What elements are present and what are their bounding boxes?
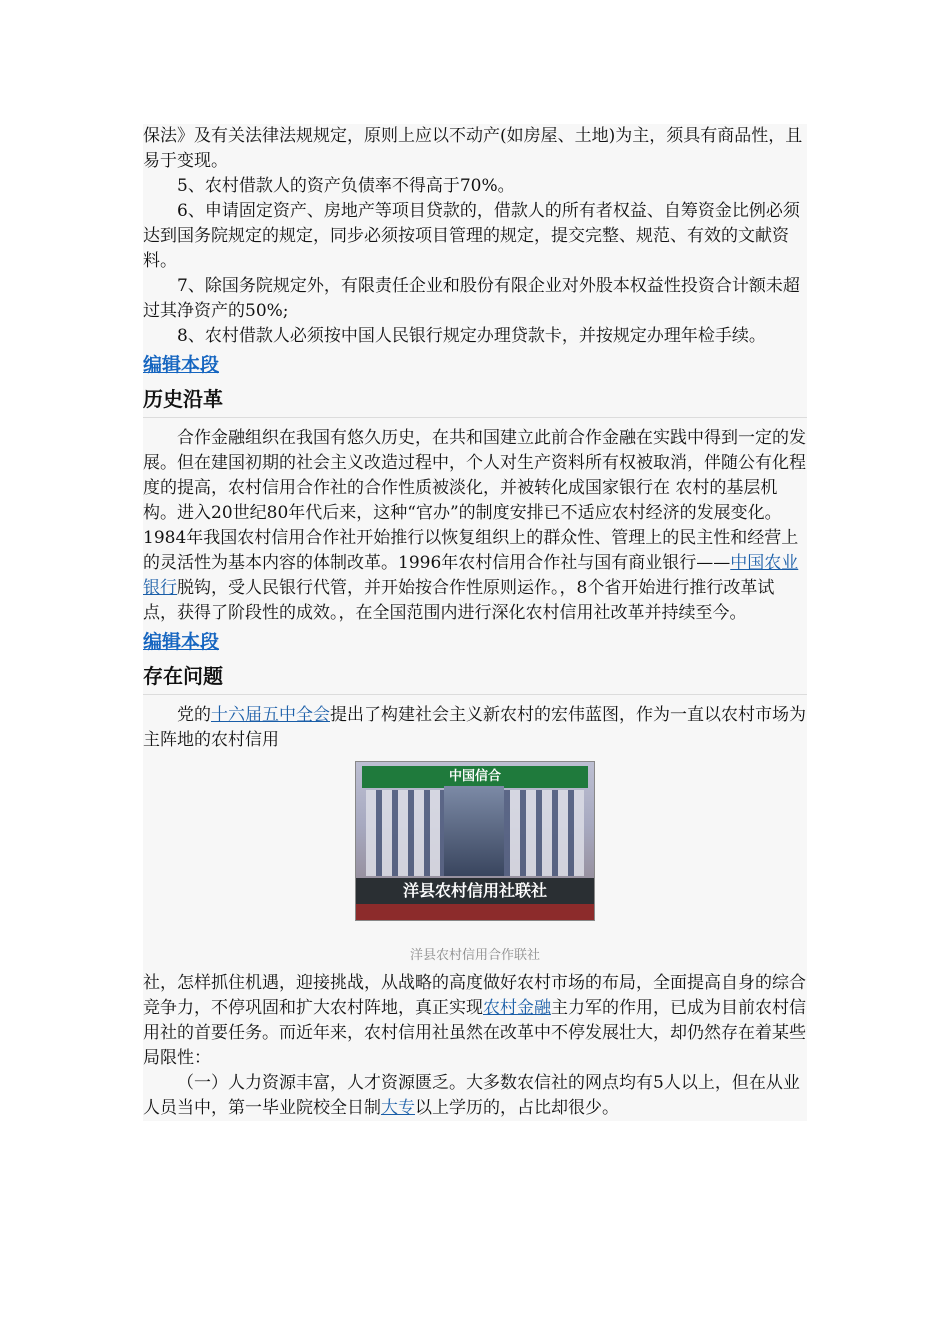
paragraph-item-5: 5、农村借款人的资产负债率不得高于70%。 bbox=[177, 176, 515, 196]
link-junior-college[interactable]: 大专 bbox=[381, 1098, 415, 1118]
problems-text-6: 以上学历的，占比却很少。 bbox=[415, 1098, 619, 1118]
figure bbox=[143, 753, 807, 971]
edit-section-link[interactable]: 编辑本段 bbox=[143, 631, 220, 653]
paragraph-item-6: 6、申请固定资产、房地产等项目贷款的，借款人的所有者权益、自筹资金比例必须达到国务院规定的规定，同步必须按项目管理的规定，提交完整、规范、有效的文献资料。 bbox=[143, 201, 800, 271]
link-plenary-session[interactable]: 十六届五中全会 bbox=[211, 705, 330, 725]
paragraph-collateral: 保法》及有关法律法规规定，原则上应以不动产(如房屋、土地)为主，须具有商品性，且易于变现。 bbox=[143, 126, 803, 171]
photo-sign-bottom: 洋县农村信用社联社 bbox=[356, 878, 594, 904]
paragraph-item-8: 8、农村借款人必须按中国人民银行规定办理贷款卡，并按规定办理年检手续。 bbox=[177, 326, 766, 346]
problems-text-4: 主力军的作用，已成为目前农村信用社的首要任务。而近年来，农村信用社虽然在改革中不停发展壮大，却仍然存在着某些局限性： bbox=[143, 998, 806, 1068]
history-text-1: 合作金融组织在我国有悠久历史，在共和国建立此前合作金融在实践中得到一定的发展。但在建国初期的社会主义改造过程中，个人对生产资料所有权被取消，伴随公有化程度的提高，农村信用合作社的合作性质被淡化，并被转化成国家银行在 农村的基层机构。进入20世纪80年代后来，这种“官办”的制度安排已不适应农村经济的发展变化。1984年我国农村信用合作社开始推行以恢复组织上的群众性、管理上的民主性和经营上的灵活性为基本内容的体制改革。1996年农村信用合作社与国有商业银行—— bbox=[143, 428, 806, 573]
paragraph-history bbox=[143, 426, 807, 626]
figure-caption: 洋县农村信用合作联社 bbox=[409, 948, 540, 963]
building-photo[interactable] bbox=[355, 761, 595, 921]
problems-text-1: 党的 bbox=[177, 705, 211, 725]
photo-sign-top: 中国信合 bbox=[362, 766, 588, 788]
problems-text-2: 提出了构建社会主义新农村的宏伟蓝图，作为一直以农村市场为主阵地的农村信用 bbox=[143, 705, 806, 750]
article-body bbox=[143, 124, 807, 1121]
problems-text-5: （一）人力资源丰富，人才资源匮乏。大多数农信社的网点均有5人以上，但在从业人员当中，第一毕业院校全日制 bbox=[143, 1073, 800, 1118]
paragraph-human-resources bbox=[143, 1071, 807, 1121]
photo-building-tower bbox=[444, 786, 504, 876]
problems-text-3: 社，怎样抓住机遇，迎接挑战，从战略的高度做好农村市场的布局，全面提高自身的综合竞争力，不停巩固和扩大农村阵地，真正实现 bbox=[143, 973, 806, 1018]
edit-section-link[interactable]: 编辑本段 bbox=[143, 354, 220, 376]
paragraph-problems-continued bbox=[143, 971, 807, 1071]
link-rural-finance[interactable]: 农村金融 bbox=[483, 998, 551, 1018]
history-text-2: 脱钩，受人民银行代管，并开始按合作性原则运作。，8个省开始进行推行改革试点，获得了阶段性的成效。，在全国范围内进行深化农村信用社改革并持续至今。 bbox=[143, 578, 775, 623]
paragraph-item-7: 7、除国务院规定外，有限责任企业和股份有限企业对外股本权益性投资合计额未超过其净资产的50%; bbox=[143, 276, 800, 321]
link-abc-bank[interactable]: 中国农业银行 bbox=[143, 553, 799, 598]
photo-base bbox=[356, 904, 594, 920]
section-heading-history: 历史沿革 bbox=[143, 379, 807, 418]
section-heading-problems: 存在问题 bbox=[143, 656, 807, 695]
paragraph-problems-intro bbox=[143, 703, 807, 753]
